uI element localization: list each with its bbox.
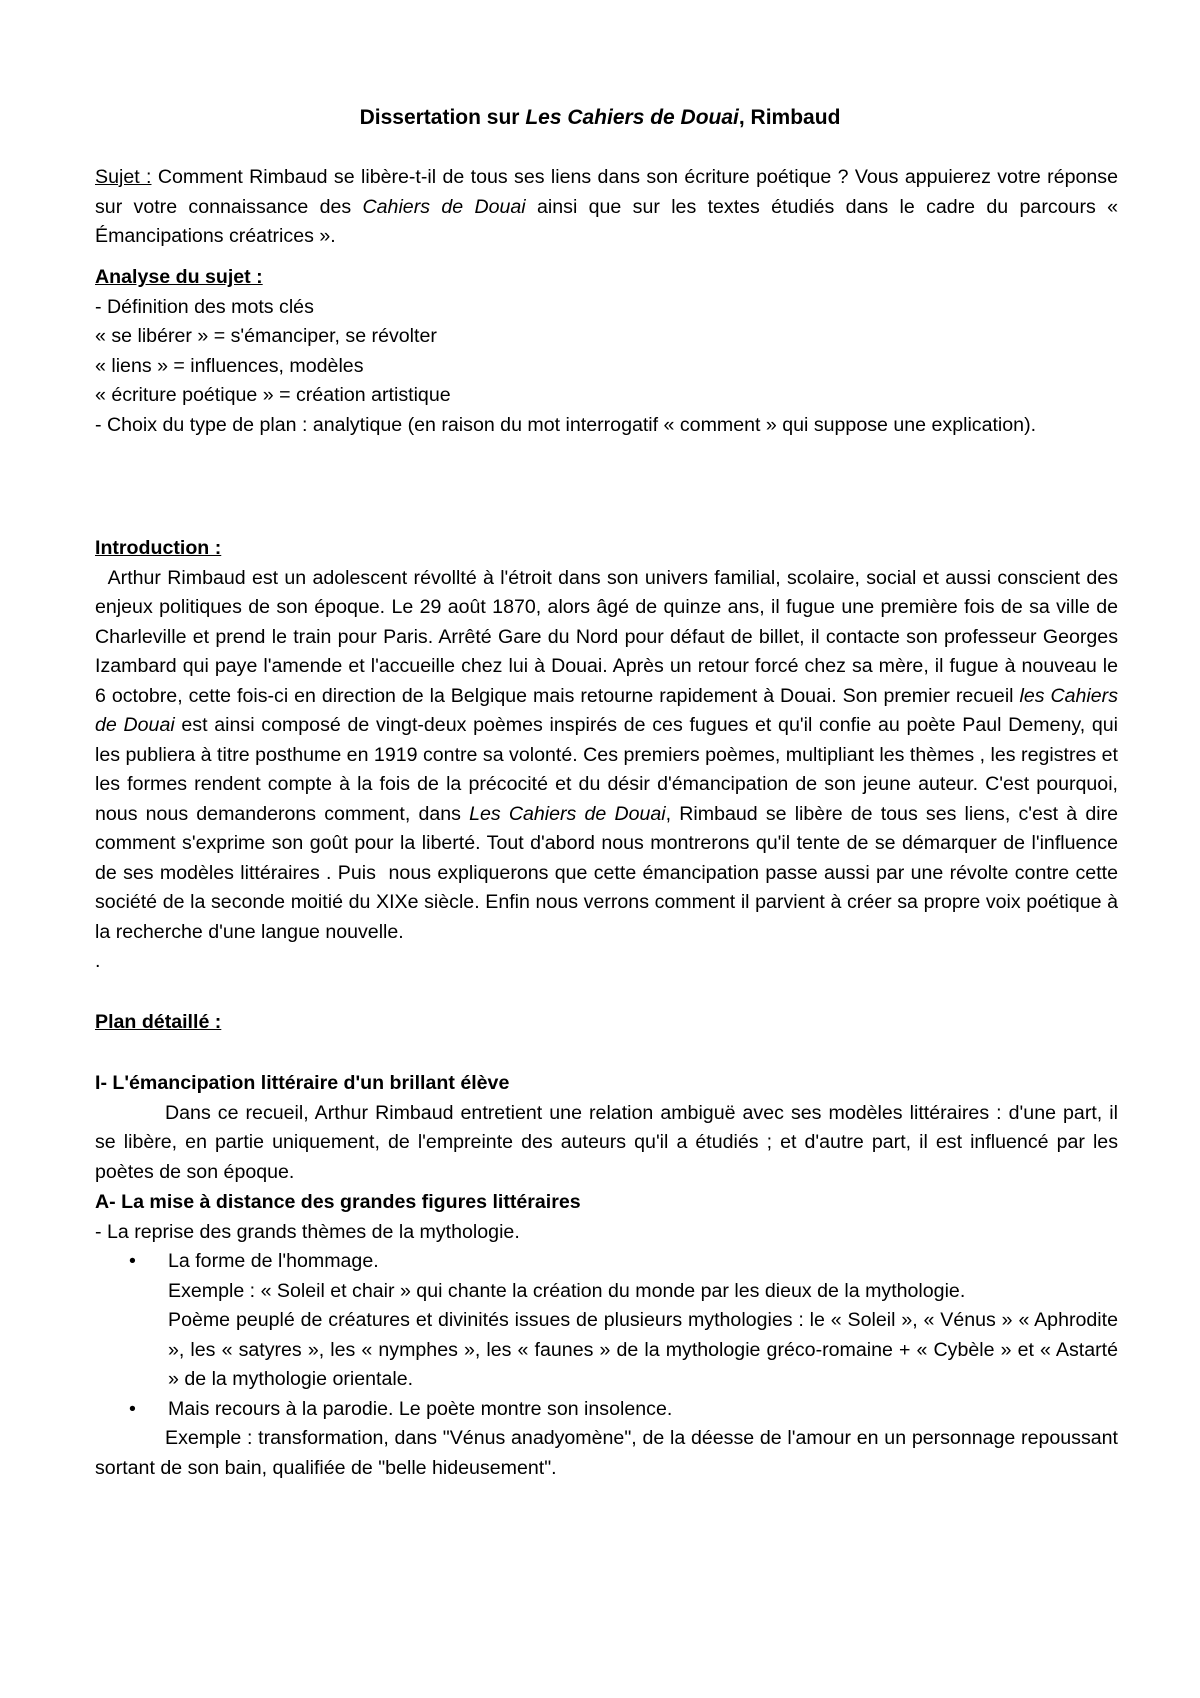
example-one-details: Poème peuplé de créatures et divinités issues de plusieurs mythologies : le « Soleil », « Vénus » « Aphrodite », les « satyres », les « nymphes », les « faunes » de la mythologie gréco-romaine + « Cybèle » et « Astarté » de la mythologie orientale. xyxy=(168,1309,1118,1390)
section-a-intro: - La reprise des grands thèmes de la mythologie. xyxy=(95,1220,520,1243)
example-two: Exemple : transformation, dans "Vénus anadyomène", de la déesse de l'amour en un personnage repoussant sortant de son bain, qualifiée de "belle hideusement". xyxy=(95,1427,1118,1479)
document-title: Dissertation sur Les Cahiers de Douai, Rimbaud xyxy=(359,106,841,129)
section-a xyxy=(95,1188,1118,1483)
analyse-section xyxy=(95,263,1118,440)
example-one: Exemple : « Soleil et chair » qui chante la création du monde par les dieux de la mythologie. xyxy=(168,1279,966,1302)
bullet-icon: • xyxy=(129,1397,136,1420)
section-a-list xyxy=(95,1247,1118,1277)
sujet-section xyxy=(95,163,1118,252)
sujet-paragraph: Sujet : Comment Rimbaud se libère-t-il de tous ses liens dans son écriture poétique ? Vous appuierez votre réponse sur votre connaissance des Cahiers de Douai ainsi que sur les textes étudiés dans le cadre du parcours « Émancipations créatrices ». xyxy=(95,166,1118,247)
sujet-label: Sujet : xyxy=(95,166,152,188)
introduction-dot: . xyxy=(95,950,101,972)
sujet-work: Cahiers de Douai xyxy=(362,195,526,218)
list-item: • Mais recours à la parodie. Le poète montre son insolence. xyxy=(95,1395,1118,1425)
analyse-line: « écriture poétique » = création artistique xyxy=(95,384,451,406)
analyse-line: « se libérer » = s'émanciper, se révolter xyxy=(95,325,437,347)
introduction-work: Les Cahiers de Douai xyxy=(469,802,666,825)
title-work: Les Cahiers de Douai xyxy=(525,106,739,129)
part-one-paragraph: Dans ce recueil, Arthur Rimbaud entretient une relation ambiguë avec ses modèles littéraires : d'une part, il se libère, en partie uniquement, de l'empreinte des auteurs qu'il a étudiés ; et d'autre part, il est influencé par les poètes de son époque. xyxy=(95,1101,1118,1183)
part-one-section xyxy=(95,1069,1118,1187)
plan-heading: Plan détaillé : xyxy=(95,1011,222,1033)
bullet-icon: • xyxy=(129,1250,136,1272)
analyse-line: « liens » = influences, modèles xyxy=(95,354,364,377)
plan-choice: - Choix du type de plan : analytique (en raison du mot interrogatif « comment » qui suppose une explication). xyxy=(95,413,1037,436)
introduction-paragraph: Arthur Rimbaud est un adolescent révollté à l'étroit dans son univers familial, scolaire, social et aussi conscient des enjeux politiques de son époque. Le 29 août 1870, alors âgé de quinze ans, il fugue une première fois de sa ville de Charleville et prend le train pour Paris. Arrêté Gare du Nord pour défaut de billet, il contacte son professeur Georges Izambard qui paye l'amende et l'accueille chez lui à Douai. Après un retour forcé chez sa mère, il fugue à nouveau le 6 octobre, cette fois-ci en direction de la Belgique mais retourne rapidement à Douai. Son premier recueil les Cahiers de Douai est ainsi composé de vingt-deux poèmes inspirés de ces fugues et qu'il confie au poète Paul Demeny, qui les publiera à titre posthume en 1919 contre sa volonté. Ces premiers poèmes, multipliant les thèmes , les registres et les formes rendent compte à la fois de la précocité et du désir d'émancipation de son jeune auteur. C'est pourquoi, nous nous demanderons comment, dans Les Cahiers de Douai, Rimbaud se libère de tous ses liens, c'est à dire comment s'exprime son goût pour la liberté. Tout d'abord nous montrerons qu'il tente de se démarquer de l'influence de ses modèles littéraires . Puis nous expliquerons que cette émancipation passe aussi par une révolte contre cette société de la seconde moitié du XIXe siècle. Enfin nous verrons comment il parvient à créer sa propre voix poétique à la recherche d'une langue nouvelle. xyxy=(95,566,1124,943)
list-item: • La forme de l'hommage. xyxy=(95,1247,1118,1277)
plan-section xyxy=(95,1008,1118,1038)
analyse-line: - Définition des mots clés xyxy=(95,295,314,318)
introduction-section xyxy=(95,534,1124,977)
introduction-heading: Introduction : xyxy=(95,537,222,559)
introduction-work: les Cahiers de Douai xyxy=(95,684,1124,736)
part-one-title: I- L'émancipation littéraire d'un brillant élève xyxy=(95,1072,510,1094)
analyse-heading: Analyse du sujet : xyxy=(95,266,263,288)
section-a-title: A- La mise à distance des grandes figures littéraires xyxy=(95,1191,581,1213)
section-a-list xyxy=(95,1395,1118,1425)
